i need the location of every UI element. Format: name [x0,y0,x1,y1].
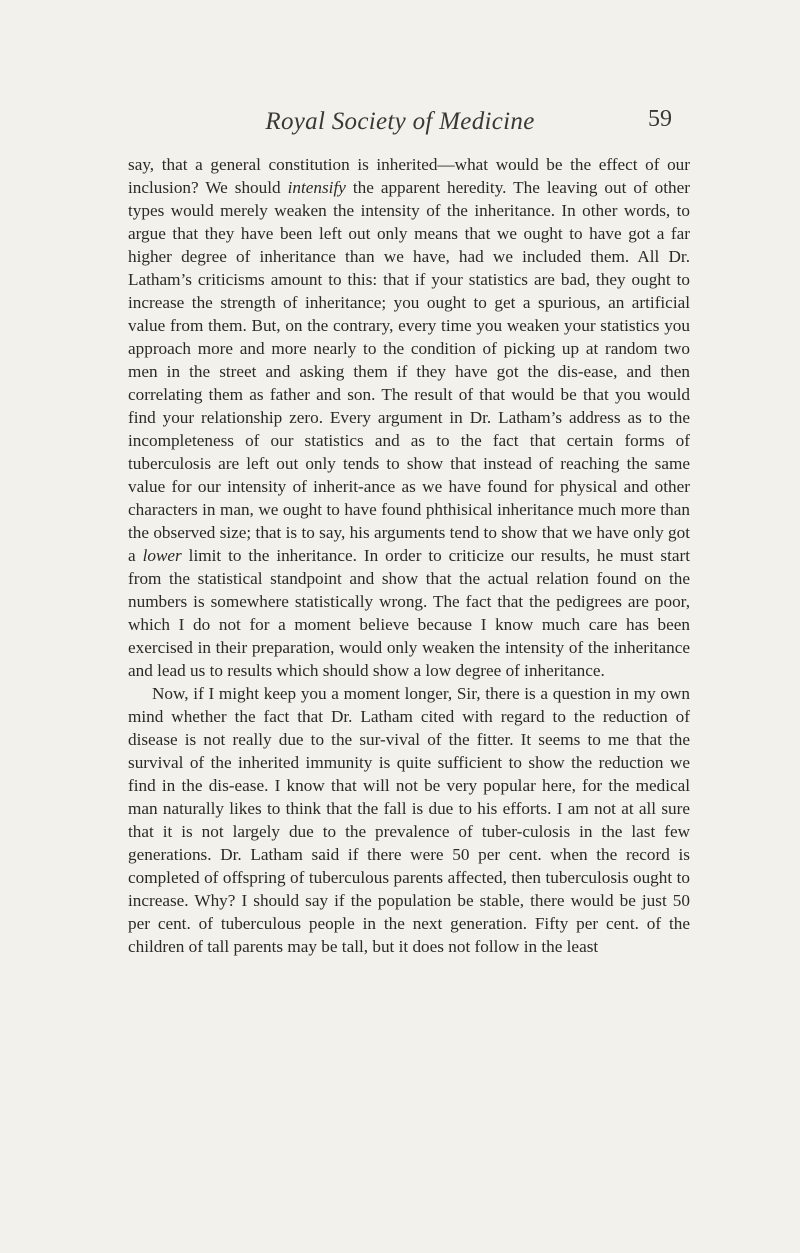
text-segment: say, that a general constitution is inherited—what would be the effect of our inclusion? We should [128,155,690,197]
paragraph-1 [128,153,690,682]
paragraph-2 [128,682,690,958]
text-segment: Now, if I might keep you a moment longer, Sir, there is a question in my own mind whether the fact that Dr. Latham cited with regard to the reduction of disease is not really due to the sur-vival of the fitter. It seems to me that the survival of the inherited immunity is quite sufficient to show the reduction we find in the dis-ease. I know that will not be very popular here, for the medical man naturally likes to think that the fall is due to his efforts. I am not at all sure that it is not largely due to the prevalence of tuber-culosis in the last few generations. Dr. Latham said if there were 50 per cent. when the record is completed of offspring of tuberculous parents affected, then tuberculosis ought to increase. Why? I should say if the population be stable, there would be just 50 per cent. of tuberculous people in the next generation. Fifty per cent. of the children of tall parents may be tall, but it does not follow in the least [128,684,690,956]
running-title: Royal Society of Medicine [265,108,535,135]
running-head [0,108,800,144]
text-segment: limit to the inheritance. In order to criticize our results, he must start from the statistical standpoint and show that the actual relation found on the numbers is somewhere statistically wrong. The fact that the pedigrees are poor, which I do not for a moment believe because I know much care has been exercised in their preparation, would only weaken the intensity of the inheritance and lead us to results which should show a low degree of inheritance. [128,546,690,680]
italic-emphasis: lower [142,546,182,565]
italic-emphasis: intensify [287,178,346,197]
text-segment: the apparent heredity. The leaving out of other types would merely weaken the intensity of the inheritance. In other words, to argue that they have been left out only means that we ought to have got a far higher degree of inheritance than we have, had we included them. All Dr. Latham’s criticisms amount to this: that if your statistics are bad, they ought to increase the strength of inheritance; you ought to get a spurious, an artificial value from them. But, on the contrary, every time you weaken your statistics you approach more and more nearly to the condition of picking up at random two men in the street and asking them if they have got the dis-ease, and then correlating them as father and son. The result of that would be that you would find your relationship zero. Every argument in Dr. Latham’s address as to the incompleteness of our statistics and as to the fact that certain forms of tuberculosis are left out only tends to show that instead of reaching the same value for our intensity of inherit-ance as we have found for physical and other characters in man, we ought to have found phthisical inheritance much more than the observed size; that is to say, his arguments tend to show that we have only got a [128,178,690,565]
page-number: 59 [648,106,672,132]
body-text [128,153,690,958]
